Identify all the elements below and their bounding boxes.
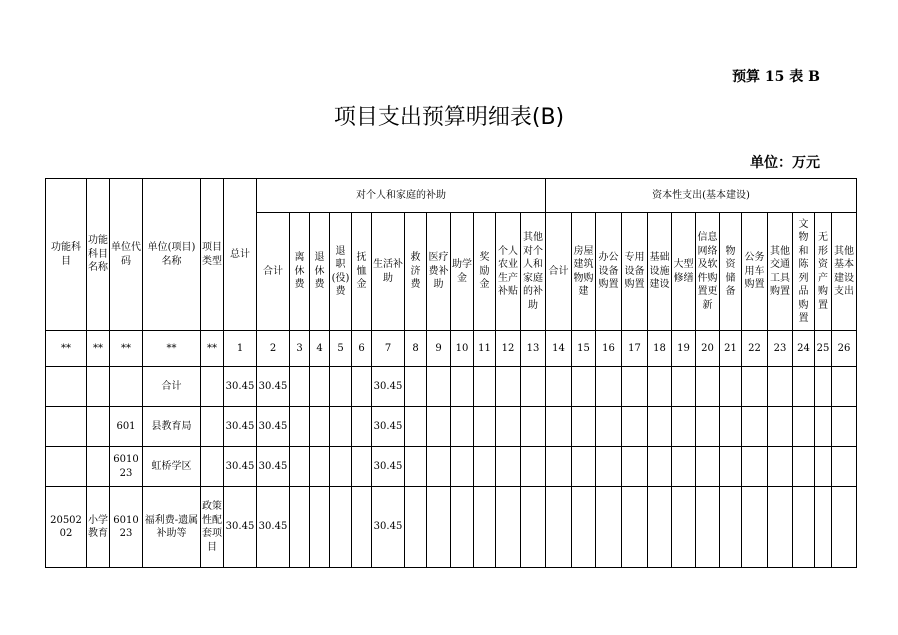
cell-empty [521,487,546,568]
cell-total: 30.45 [224,447,257,487]
cell-empty [290,367,310,407]
column-number: ** [110,331,143,367]
column-number: 19 [672,331,696,367]
header-capital-col: 其他基本建设支出 [832,213,857,331]
cell-empty [742,367,768,407]
column-number: 18 [648,331,672,367]
cell-empty [622,487,648,568]
column-number: ** [87,331,110,367]
cell-empty [696,407,720,447]
cell-empty [720,487,742,568]
cell-living-subsidy: 30.45 [372,407,405,447]
header-func-name: 功能科目名称 [87,179,110,331]
column-number: 15 [572,331,596,367]
cell-empty [352,367,372,407]
cell-empty [496,367,521,407]
cell-empty [290,447,310,487]
cell-unit-code: 601 [110,407,143,447]
column-number: 7 [372,331,405,367]
header-capital-col: 办公设备购置 [596,213,622,331]
cell-func-name [87,447,110,487]
column-number: 8 [405,331,427,367]
cell-empty [290,487,310,568]
column-number: 20 [696,331,720,367]
cell-empty [742,447,768,487]
cell-empty [546,487,572,568]
header-capital-col: 大型修缮 [672,213,696,331]
cell-empty [451,407,474,447]
cell-empty [768,407,793,447]
cell-empty [622,367,648,407]
header-personal-col: 医疗费补助 [427,213,451,331]
column-number: 9 [427,331,451,367]
cell-empty [405,367,427,407]
table-number: 预算 15 表 B [732,69,820,85]
header-capital-col: 房屋建筑物购建 [572,213,596,331]
cell-empty [793,407,815,447]
unit-label: 单位：万元 [750,155,820,171]
cell-empty [310,447,330,487]
cell-empty [696,447,720,487]
header-func-code: 功能科目 [46,179,87,331]
cell-func-name [87,407,110,447]
column-number: 22 [742,331,768,367]
cell-empty [696,487,720,568]
cell-empty [474,367,496,407]
cell-func-name [87,367,110,407]
cell-empty [546,447,572,487]
cell-project-type [201,367,224,407]
cell-unit-name: 虹桥学区 [143,447,201,487]
cell-empty [330,447,352,487]
column-number: 16 [596,331,622,367]
header-personal-col: 离休费 [290,213,310,331]
cell-empty [546,367,572,407]
cell-empty [290,407,310,447]
header-personal-col: 助学金 [451,213,474,331]
cell-living-subsidy: 30.45 [372,447,405,487]
header-capital-col: 无形资产购置 [815,213,832,331]
cell-project-type [201,447,224,487]
cell-empty [832,407,857,447]
column-number: 21 [720,331,742,367]
header-capital-col: 信息网络及软件购置更新 [696,213,720,331]
column-number: 14 [546,331,572,367]
cell-empty [352,447,372,487]
cell-empty [815,407,832,447]
cell-empty [474,487,496,568]
cell-empty [310,367,330,407]
cell-total: 30.45 [224,407,257,447]
cell-empty [405,487,427,568]
cell-empty [720,367,742,407]
cell-unit-code [110,367,143,407]
cell-empty [793,447,815,487]
header-capital-col: 基础设施建设 [648,213,672,331]
header-group-personal: 对个人和家庭的补助 [257,179,546,213]
cell-empty [672,447,696,487]
cell-empty [768,487,793,568]
header-personal-col: 抚恤金 [352,213,372,331]
cell-empty [793,367,815,407]
cell-total: 30.45 [224,487,257,568]
cell-personal-total: 30.45 [257,407,290,447]
header-personal-col: 其他对个人和家庭的补助 [521,213,546,331]
cell-empty [474,407,496,447]
column-number: 5 [330,331,352,367]
cell-empty [596,487,622,568]
header-personal-col: 个人农业生产补贴 [496,213,521,331]
cell-empty [648,487,672,568]
cell-empty [768,367,793,407]
cell-empty [815,447,832,487]
column-number: ** [201,331,224,367]
cell-empty [572,487,596,568]
column-number: 23 [768,331,793,367]
cell-empty [521,407,546,447]
cell-empty [696,367,720,407]
cell-empty [496,487,521,568]
cell-personal-total: 30.45 [257,447,290,487]
column-number: 25 [815,331,832,367]
header-personal-col: 奖励金 [474,213,496,331]
page-title: 项目支出预算明细表(B) [333,105,565,130]
cell-empty [832,447,857,487]
cell-empty [330,407,352,447]
column-number: 3 [290,331,310,367]
cell-total: 30.45 [224,367,257,407]
column-number: 2 [257,331,290,367]
cell-empty [720,447,742,487]
cell-empty [427,487,451,568]
cell-unit-name: 福利费-遗属补助等 [143,487,201,568]
cell-empty [451,447,474,487]
cell-empty [672,487,696,568]
column-number: 26 [832,331,857,367]
cell-func-code [46,407,87,447]
cell-empty [672,367,696,407]
cell-empty [720,407,742,447]
header-capital-col: 公务用车购置 [742,213,768,331]
cell-empty [330,487,352,568]
column-number: 10 [451,331,474,367]
table-row [46,447,857,487]
cell-empty [832,487,857,568]
cell-personal-total: 30.45 [257,367,290,407]
column-number: 4 [310,331,330,367]
header-unit-code: 单位代码 [110,179,143,331]
header-personal-col: 生活补助 [372,213,405,331]
budget-table [45,178,857,568]
cell-empty [405,447,427,487]
header-group-capital: 资本性支出(基本建设) [546,179,857,213]
cell-empty [451,367,474,407]
cell-empty [672,407,696,447]
header-personal-col: 救济费 [405,213,427,331]
cell-empty [521,447,546,487]
cell-empty [815,487,832,568]
cell-func-name: 小学教育 [87,487,110,568]
column-number: 1 [224,331,257,367]
header-total: 总计 [224,179,257,331]
cell-empty [427,447,451,487]
header-capital-col: 文物和陈列品购置 [793,213,815,331]
column-number: 17 [622,331,648,367]
cell-empty [572,407,596,447]
column-number: 13 [521,331,546,367]
column-number: 6 [352,331,372,367]
column-number: 24 [793,331,815,367]
cell-project-type: 政策性配套项目 [201,487,224,568]
cell-empty [768,447,793,487]
cell-empty [451,487,474,568]
cell-func-code [46,367,87,407]
cell-empty [742,487,768,568]
cell-empty [572,367,596,407]
cell-empty [648,367,672,407]
cell-empty [622,407,648,447]
column-number: ** [46,331,87,367]
table-row [46,487,857,568]
column-number: 11 [474,331,496,367]
header-capital-col: 其他交通工具购置 [768,213,793,331]
cell-empty [521,367,546,407]
cell-empty [310,407,330,447]
cell-empty [622,447,648,487]
cell-empty [832,367,857,407]
cell-empty [496,407,521,447]
cell-empty [546,407,572,447]
header-personal-col: 合计 [257,213,290,331]
cell-empty [572,447,596,487]
cell-empty [330,367,352,407]
cell-empty [496,447,521,487]
cell-empty [405,407,427,447]
header-personal-col: 退休费 [310,213,330,331]
cell-empty [352,487,372,568]
cell-empty [427,367,451,407]
cell-unit-name: 县教育局 [143,407,201,447]
cell-func-code [46,447,87,487]
cell-empty [596,407,622,447]
cell-project-type [201,407,224,447]
cell-empty [427,407,451,447]
table-row [46,367,857,407]
cell-empty [815,367,832,407]
cell-unit-name: 合计 [143,367,201,407]
header-capital-col: 专用设备购置 [622,213,648,331]
cell-empty [596,447,622,487]
cell-func-code: 2050202 [46,487,87,568]
cell-empty [352,407,372,447]
cell-unit-code: 601023 [110,487,143,568]
cell-living-subsidy: 30.45 [372,487,405,568]
header-capital-col: 合计 [546,213,572,331]
cell-empty [648,447,672,487]
cell-empty [474,447,496,487]
column-number: 12 [496,331,521,367]
header-project-type: 项目类型 [201,179,224,331]
header-unit-name: 单位(项目)名称 [143,179,201,331]
cell-living-subsidy: 30.45 [372,367,405,407]
cell-unit-code: 601023 [110,447,143,487]
header-capital-col: 物资储备 [720,213,742,331]
column-number: ** [143,331,201,367]
cell-personal-total: 30.45 [257,487,290,568]
header-personal-col: 退职(役)费 [330,213,352,331]
table-row [46,407,857,447]
cell-empty [793,487,815,568]
cell-empty [648,407,672,447]
cell-empty [596,367,622,407]
cell-empty [310,487,330,568]
cell-empty [742,407,768,447]
